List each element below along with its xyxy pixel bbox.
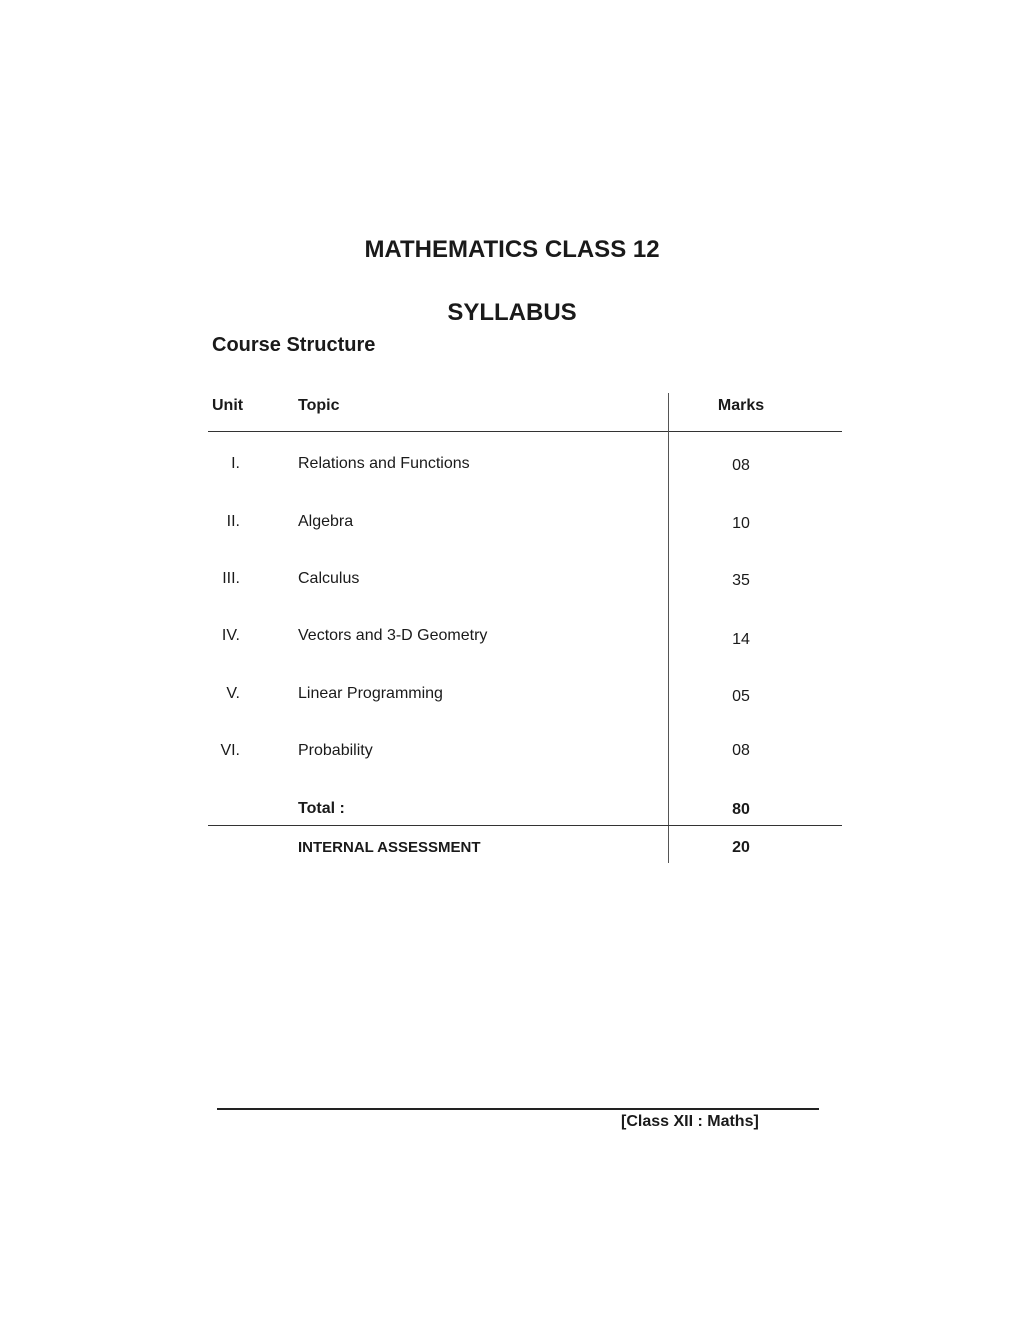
total-divider: [208, 825, 842, 826]
topic-name: Algebra: [298, 513, 354, 530]
topic-name: Relations and Functions: [298, 455, 470, 472]
page-title: MATHEMATICS CLASS 12: [364, 236, 660, 263]
unit-number: IV.: [221, 627, 240, 644]
topic-name: Probability: [298, 742, 373, 759]
topic-name: Linear Programming: [298, 685, 443, 702]
column-divider: [668, 393, 669, 863]
topic-name: Vectors and 3-D Geometry: [298, 627, 488, 644]
unit-number: V.: [226, 685, 240, 702]
marks-value: 14: [732, 631, 750, 648]
unit-number: I.: [231, 455, 240, 472]
marks-value: 10: [732, 515, 750, 532]
unit-number: III.: [222, 570, 240, 587]
internal-assessment-marks: 20: [732, 839, 750, 856]
total-label: Total :: [298, 800, 345, 817]
footer-rule: [217, 1108, 819, 1110]
header-topic: Topic: [298, 397, 340, 414]
unit-number: II.: [226, 513, 240, 530]
header-unit: Unit: [212, 397, 244, 414]
internal-assessment-label: INTERNAL ASSESSMENT: [298, 839, 481, 856]
marks-value: 35: [732, 572, 750, 589]
unit-number: VI.: [220, 742, 240, 759]
topic-name: Calculus: [298, 570, 360, 587]
section-heading: Course Structure: [212, 334, 376, 356]
header-marks: Marks: [717, 397, 765, 414]
header-divider: [208, 431, 842, 432]
page-subtitle: SYLLABUS: [447, 299, 577, 326]
marks-value: 05: [732, 688, 750, 705]
marks-value: 08: [732, 742, 750, 759]
marks-value: 08: [732, 457, 750, 474]
total-marks: 80: [732, 801, 750, 818]
footer-label: [Class XII : Maths]: [621, 1113, 759, 1130]
